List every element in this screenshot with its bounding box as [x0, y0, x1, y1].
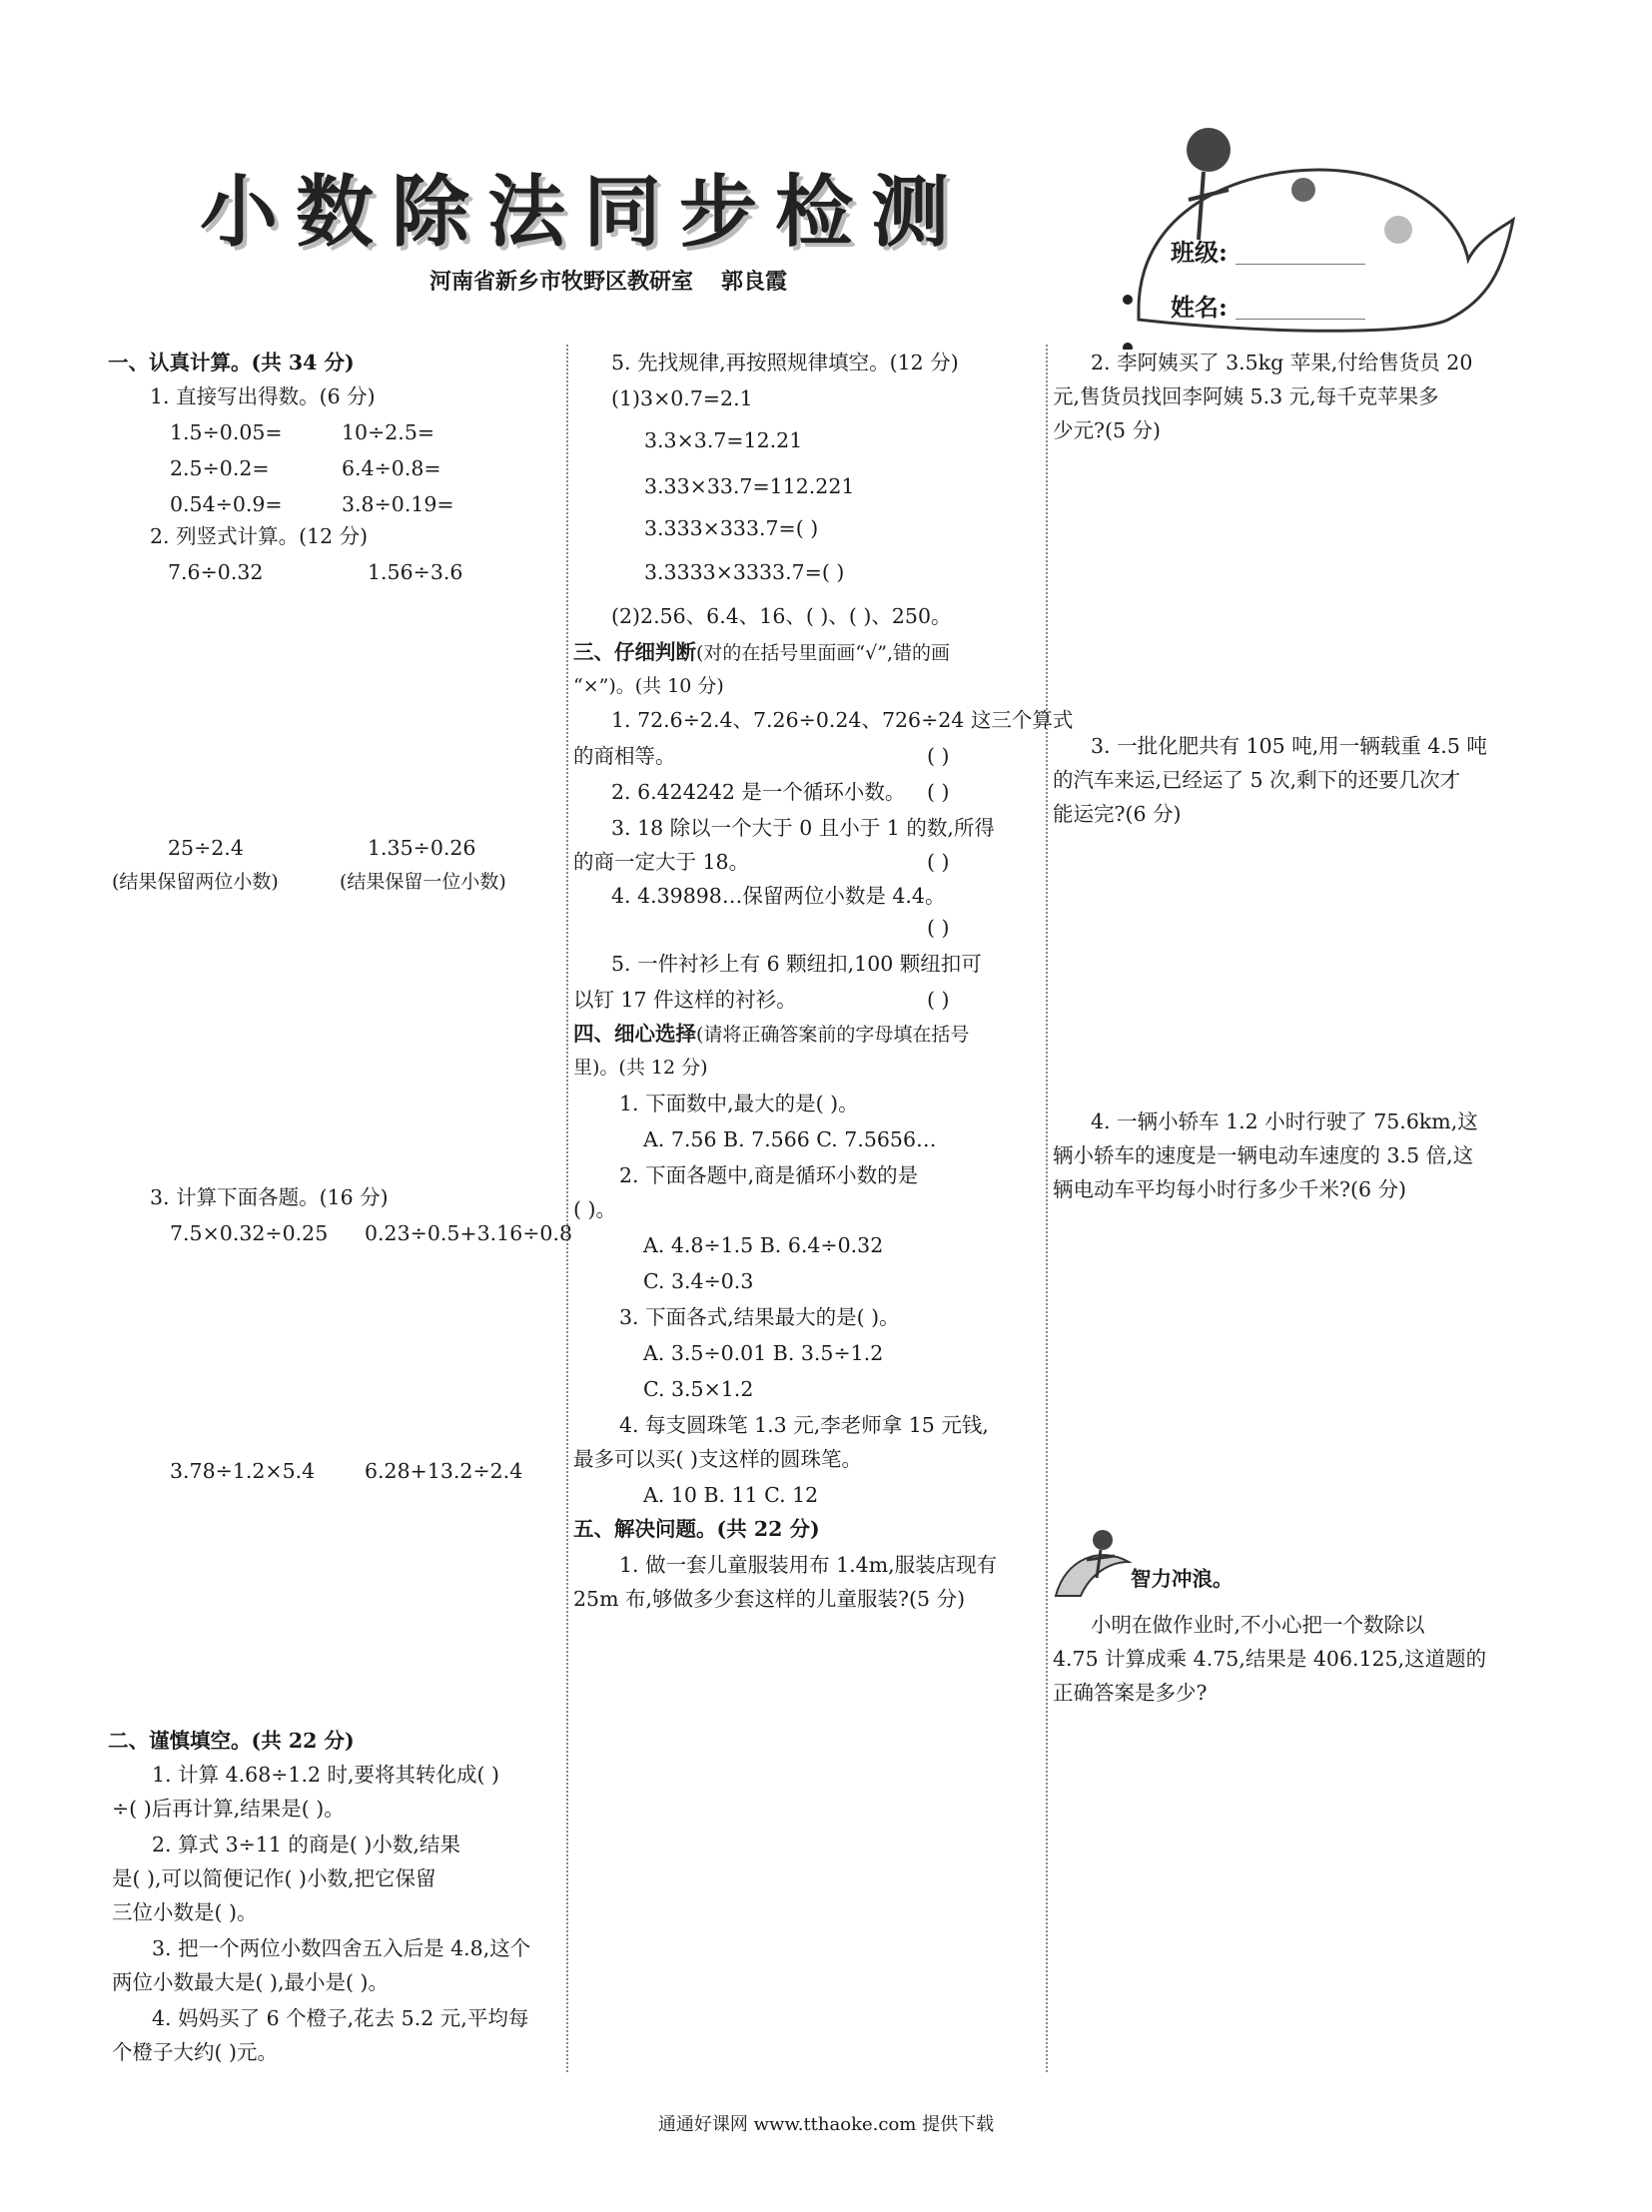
s3-title-tail: “×”)。(共 10 分)	[573, 675, 724, 697]
s3-title-note: (对的在括号里面画“√”,错的画	[696, 642, 950, 664]
dog-figure-icon	[1291, 178, 1315, 202]
q3-item: 3.78÷1.2×5.4	[170, 1459, 316, 1483]
page-title: 小数除法同步检测	[200, 168, 968, 258]
class-field	[1171, 233, 1365, 268]
s2-line: 是( ),可以简便记作( )小数,把它保留	[112, 1866, 436, 1890]
s3-title-head: 三、仔细判断	[573, 640, 696, 664]
s3-line: 以钉 17 件这样的衬衫。	[573, 988, 797, 1012]
s4-line: 4. 每支圆珠笔 1.3 元,李老师拿 15 元钱,	[619, 1413, 989, 1437]
q1-item: 6.4÷0.8=	[342, 456, 441, 480]
author-name: 郭良霞	[721, 269, 788, 295]
bonus-line: 4.75 计算成乘 4.75,结果是 406.125,这道题的	[1053, 1647, 1487, 1671]
q3-title: 3. 计算下面各题。(16 分)	[150, 1185, 389, 1209]
q5-line: 3.33×33.7=112.221	[644, 474, 855, 498]
answer-bracket[interactable]: ( )	[927, 916, 950, 940]
s4-line: 最多可以买( )支这样的圆珠笔。	[573, 1447, 863, 1471]
q5-title: 5. 先找规律,再按照规律填空。(12 分)	[611, 351, 959, 374]
column-divider	[566, 345, 568, 2072]
name-input[interactable]	[1236, 299, 1365, 320]
s3-line: 3. 18 除以一个大于 0 且小于 1 的数,所得	[611, 816, 995, 840]
q2-item: 1.35÷0.26	[368, 836, 476, 860]
q2-item: 7.6÷0.32	[168, 560, 264, 584]
s4-line: A. 10 B. 11 C. 12	[643, 1483, 819, 1507]
s5-q1-line: 25m 布,够做多少套这样的儿童服装?(5 分)	[573, 1587, 966, 1611]
s4-line: 1. 下面数中,最大的是( )。	[619, 1092, 859, 1115]
s3-line: 4. 4.39898…保留两位小数是 4.4。	[611, 884, 946, 908]
section-4-title	[573, 1017, 969, 1052]
q5-line: 3.3333×3333.7=( )	[644, 560, 845, 584]
s4-line: C. 3.4÷0.3	[643, 1269, 754, 1293]
section-5-title: 五、解决问题。(共 22 分)	[573, 1517, 820, 1541]
q1-item: 3.8÷0.19=	[342, 492, 454, 516]
s2-line: 2. 算式 3÷11 的商是( )小数,结果	[152, 1833, 460, 1856]
child-figure-icon	[1187, 128, 1231, 172]
s2-line: ÷( )后再计算,结果是( )。	[112, 1797, 345, 1821]
s4-line: A. 3.5÷0.01 B. 3.5÷1.2	[643, 1341, 884, 1365]
s4-line: ( )。	[573, 1197, 617, 1221]
q1-title: 1. 直接写出得数。(6 分)	[150, 384, 376, 408]
s2-line: 3. 把一个两位小数四舍五入后是 4.8,这个	[152, 1936, 531, 1960]
c3-q3-line: 3. 一批化肥共有 105 吨,用一辆载重 4.5 吨	[1091, 734, 1487, 758]
answer-bracket[interactable]: ( )	[927, 744, 950, 768]
bonus-title: 智力冲浪。	[1131, 1567, 1234, 1591]
section-3-title	[573, 635, 950, 670]
s4-line: A. 4.8÷1.5 B. 6.4÷0.32	[643, 1233, 884, 1257]
name-label: 姓名:	[1171, 293, 1228, 322]
q5-line: 3.333×333.7=( )	[644, 516, 819, 540]
s4-line: 3. 下面各式,结果最大的是( )。	[619, 1305, 900, 1329]
c3-q4-line: 辆电动车平均每小时行多少千米?(6 分)	[1053, 1177, 1407, 1201]
q3-item: 6.28+13.2÷2.4	[365, 1459, 523, 1483]
q2-item: 25÷2.4	[168, 836, 244, 860]
s4-title-note: (请将正确答案前的字母填在括号	[696, 1024, 970, 1046]
s4-line: C. 3.5×1.2	[643, 1377, 754, 1401]
s3-line: 5. 一件衬衫上有 6 颗纽扣,100 颗纽扣可	[611, 952, 982, 976]
answer-bracket[interactable]: ( )	[927, 850, 950, 874]
q2-note: (结果保留一位小数)	[340, 871, 506, 893]
q2-title: 2. 列竖式计算。(12 分)	[150, 524, 369, 548]
s3-line: 的商一定大于 18。	[573, 850, 750, 874]
s3-line: 的商相等。	[573, 744, 676, 768]
c3-q2-line: 少元?(5 分)	[1053, 418, 1162, 442]
c3-q2-line: 元,售货员找回李阿姨 5.3 元,每千克苹果多	[1053, 384, 1439, 408]
footer-credit: 通通好课网 www.tthaoke.com 提供下载	[657, 2114, 995, 2135]
c3-q2-line: 2. 李阿姨买了 3.5kg 苹果,付给售货员 20	[1091, 351, 1473, 374]
surfer-illustration	[1051, 1528, 1141, 1602]
s2-line: 4. 妈妈买了 6 个橙子,花去 5.2 元,平均每	[152, 2006, 529, 2030]
s2-line: 1. 计算 4.68÷1.2 时,要将其转化成( )	[152, 1763, 500, 1787]
section-1-title: 一、认真计算。(共 34 分)	[108, 351, 355, 374]
c3-q3-line: 的汽车来运,已经运了 5 次,剩下的还要几次才	[1053, 768, 1461, 792]
class-label: 班级:	[1171, 238, 1228, 267]
column-divider	[1046, 345, 1048, 2072]
q5-part2: (2)2.56、6.4、16、( )、( )、250。	[611, 604, 952, 628]
answer-bracket[interactable]: ( )	[927, 988, 950, 1012]
class-input[interactable]	[1236, 244, 1365, 265]
q1-item: 0.54÷0.9=	[170, 492, 283, 516]
s5-q1-line: 1. 做一套儿童服装用布 1.4m,服装店现有	[619, 1553, 998, 1577]
s4-line: A. 7.56 B. 7.566 C. 7.5656…	[643, 1127, 937, 1151]
author-line	[429, 265, 787, 296]
c3-q3-line: 能运完?(6 分)	[1053, 802, 1182, 826]
s4-line: 2. 下面各题中,商是循环小数的是	[619, 1163, 919, 1187]
c3-q4-line: 4. 一辆小轿车 1.2 小时行驶了 75.6km,这	[1091, 1109, 1478, 1133]
c3-q4-line: 辆小轿车的速度是一辆电动车速度的 3.5 倍,这	[1053, 1143, 1474, 1167]
section-2-title: 二、谨慎填空。(共 22 分)	[108, 1729, 355, 1753]
s3-line: 2. 6.424242 是一个循环小数。	[611, 780, 906, 804]
s2-line: 个橙子大约( )元。	[112, 2040, 279, 2064]
bonus-line: 正确答案是多少?	[1053, 1681, 1208, 1705]
surfer-head-icon	[1093, 1530, 1113, 1550]
s3-line: 1. 72.6÷2.4、7.26÷0.24、726÷24 这三个算式	[611, 708, 1074, 732]
q5-line: 3.3×3.7=12.21	[644, 428, 803, 452]
s4-title-tail: 里)。(共 12 分)	[573, 1057, 708, 1079]
q3-item: 0.23÷0.5+3.16÷0.8	[365, 1221, 573, 1245]
s4-title-head: 四、细心选择	[573, 1022, 696, 1046]
author-org: 河南省新乡市牧野区教研室	[429, 269, 694, 295]
s2-line: 两位小数最大是( ),最小是( )。	[112, 1970, 390, 1994]
q1-item: 10÷2.5=	[342, 420, 435, 444]
name-field	[1171, 288, 1365, 323]
answer-bracket[interactable]: ( )	[927, 780, 950, 804]
q1-item: 1.5÷0.05=	[170, 420, 283, 444]
q5-line: (1)3×0.7=2.1	[611, 386, 753, 410]
q2-item: 1.56÷3.6	[368, 560, 463, 584]
q2-note: (结果保留两位小数)	[112, 871, 279, 893]
s2-line: 三位小数是( )。	[112, 1900, 258, 1924]
q1-item: 2.5÷0.2=	[170, 456, 270, 480]
bonus-line: 小明在做作业时,不小心把一个数除以	[1091, 1613, 1425, 1637]
q3-item: 7.5×0.32÷0.25	[170, 1221, 329, 1245]
